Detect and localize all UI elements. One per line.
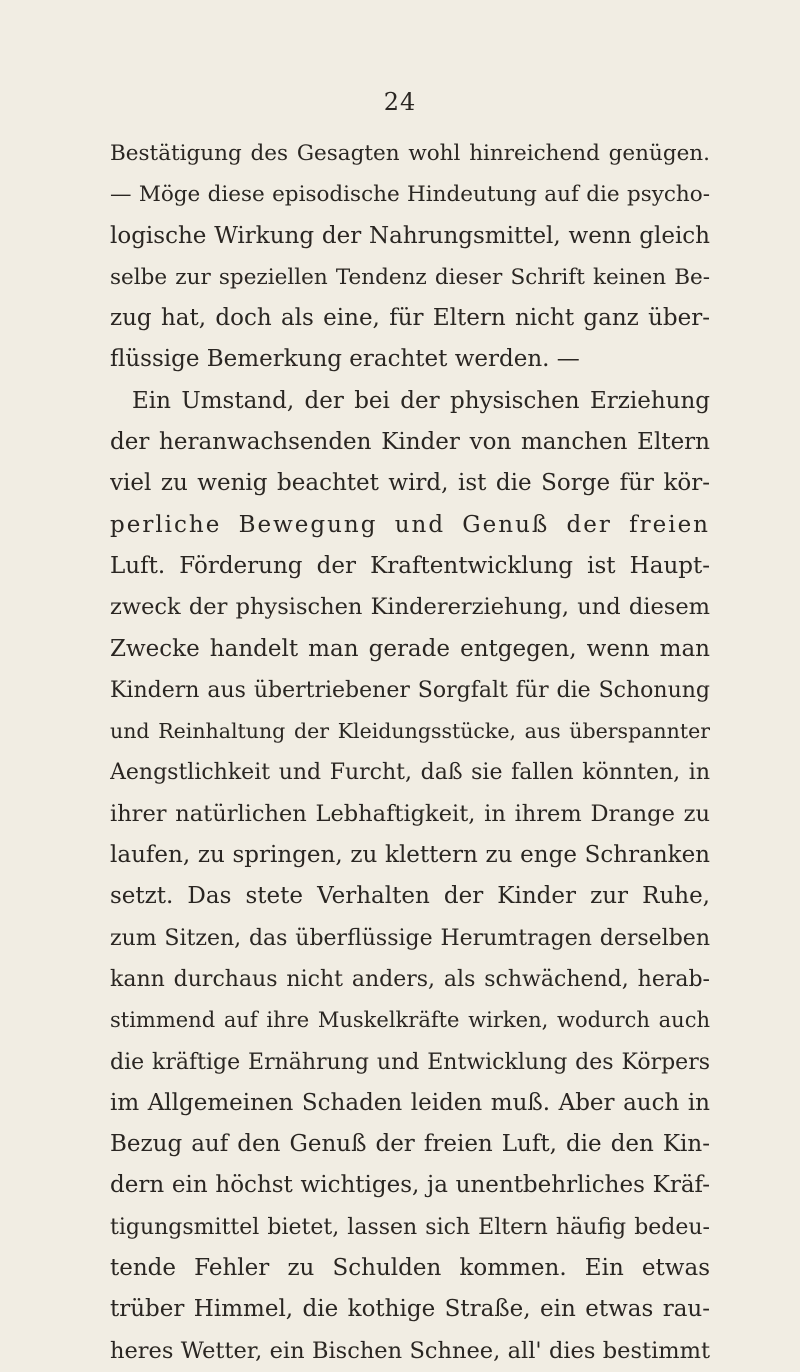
text-line: die kräftige Ernährung und Entwicklung des Körpers bbox=[110, 1049, 710, 1075]
text-line: Luft. Förderung der Kraftentwicklung ist Haupt- bbox=[110, 552, 710, 579]
text-line: der heranwachsenden Kinder von manchen Eltern bbox=[110, 429, 710, 456]
text-line: Bestätigung des Gesagten wohl hinreichend genügen. bbox=[110, 141, 710, 166]
text-line: perliche Bewegung und Genuß der freien bbox=[110, 511, 710, 538]
text-line: — Möge diese episodische Hindeutung auf die psycho- bbox=[110, 182, 710, 208]
text-line: zweck der physischen Kindererziehung, und diesem bbox=[110, 594, 710, 621]
text-line: selbe zur speziellen Tendenz dieser Schrift keinen Be- bbox=[110, 264, 710, 290]
text-line: zug hat, doch als eine, für Eltern nicht ganz über- bbox=[110, 305, 710, 332]
text-line: zum Sitzen, das überflüssige Herumtragen derselben bbox=[110, 925, 710, 951]
text-line: trüber Himmel, die kothige Straße, ein etwas rau- bbox=[110, 1296, 710, 1323]
text-line: laufen, zu springen, zu klettern zu enge Schranken bbox=[110, 842, 710, 869]
text-line: tigungsmittel bietet, lassen sich Eltern häufig bedeu- bbox=[110, 1214, 710, 1240]
text-line: kann durchaus nicht anders, als schwächend, herab- bbox=[110, 966, 710, 992]
text-line: tende Fehler zu Schulden kommen. Ein etwas bbox=[110, 1255, 710, 1282]
text-line: Ein Umstand, der bei der physischen Erziehung bbox=[132, 387, 710, 414]
text-line: Zwecke handelt man gerade entgegen, wenn man bbox=[110, 635, 710, 662]
text-line: dern ein höchst wichtiges, ja unentbehrliches Kräf- bbox=[110, 1172, 710, 1199]
text-line: setzt. Das stete Verhalten der Kinder zur Ruhe, bbox=[110, 883, 710, 910]
text-line: viel zu wenig beachtet wird, ist die Sorge für kör- bbox=[110, 470, 710, 497]
text-line: Bezug auf den Genuß der freien Luft, die den Kin- bbox=[110, 1131, 710, 1158]
page-number: 24 bbox=[383, 88, 417, 116]
text-line: ihrer natürlichen Lebhaftigkeit, in ihrem Drange zu bbox=[110, 800, 710, 827]
text-line: und Reinhaltung der Kleidungsstücke, aus überspannter bbox=[110, 719, 710, 744]
text-line: Kindern aus übertriebener Sorgfalt für die Schonung bbox=[110, 677, 710, 703]
body-text bbox=[110, 133, 710, 1372]
text-line: Aengstlichkeit und Furcht, daß sie fallen könnten, in bbox=[110, 760, 710, 786]
text-line: flüssige Bemerkung erachtet werden. — bbox=[110, 346, 580, 373]
text-line: heres Wetter, ein Bischen Schnee, all' dies bestimmt bbox=[110, 1337, 710, 1364]
text-line: logische Wirkung der Nahrungsmittel, wenn gleich bbox=[110, 222, 710, 249]
text-line: im Allgemeinen Schaden leiden muß. Aber auch in bbox=[110, 1089, 710, 1116]
text-line: stimmend auf ihre Muskelkräfte wirken, wodurch auch bbox=[110, 1008, 710, 1033]
